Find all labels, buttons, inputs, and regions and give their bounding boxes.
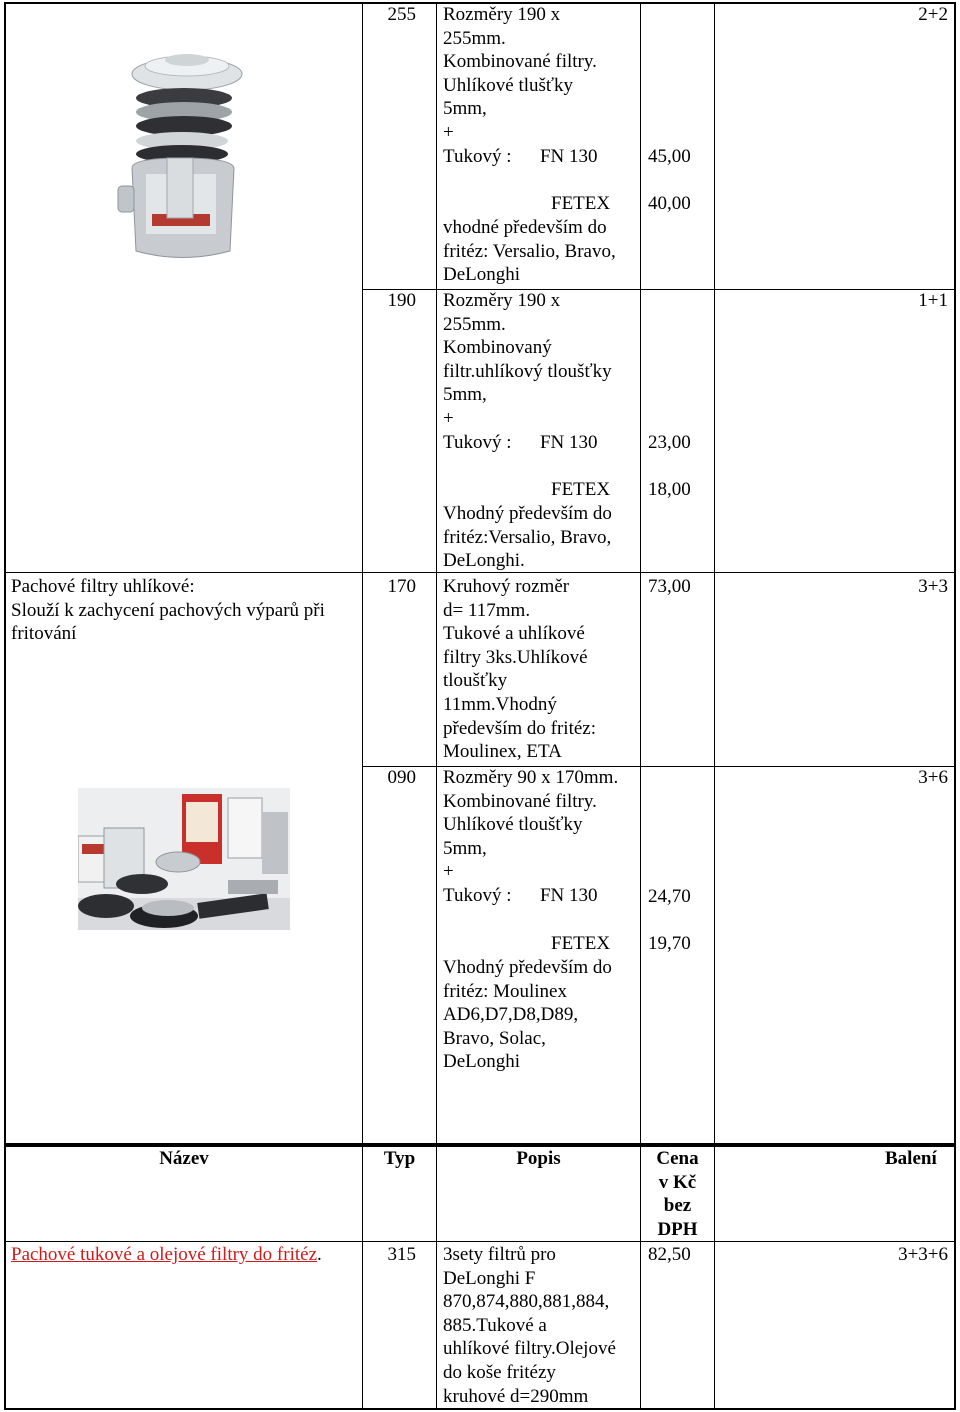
row-255-fetex-price: 40,00 — [648, 193, 691, 214]
lower-col-divider — [436, 1145, 437, 1410]
row-090-fetex-label: FETEX — [551, 933, 611, 954]
lower-table-border-bottom — [4, 1408, 956, 1410]
table-border-left — [4, 2, 6, 1145]
row-315-description: 3sety filtrů pro DeLonghi F 870,874,880,881,884, 885.Tukové a uhlíkové filtry.Olejové do koše fritézy kruhové d=290mm — [443, 1244, 616, 1407]
lower-table-border-right — [954, 1145, 956, 1410]
row-190-price: 23,00 — [648, 432, 691, 453]
row-090-type: 090 — [387, 767, 416, 788]
row-090-price: 24,70 — [648, 886, 691, 907]
row-190-fetex-label: FETEX — [551, 479, 611, 500]
header-pack-label: Balení — [885, 1148, 937, 1169]
group-name: Pachové filtry uhlíkové: Slouží k zachycení pachových výparů při fritování — [11, 576, 325, 645]
lower-col-divider — [714, 1145, 715, 1410]
col-divider-type — [436, 2, 437, 1145]
header-type: Typ — [383, 1148, 416, 1169]
row-255-type: 255 — [387, 4, 416, 25]
col-divider-price — [714, 2, 715, 1145]
header-description: Popis — [516, 1148, 561, 1169]
col-divider-name — [362, 2, 363, 1145]
row-315-type: 315 — [387, 1244, 416, 1265]
header-separator — [6, 1241, 956, 1242]
row-190-pack: 1+1 — [918, 290, 948, 311]
row-190-fetex-description: Vhodný především do fritéz:Versalio, Bravo, DeLonghi. — [443, 503, 612, 572]
lower-col-divider — [362, 1145, 363, 1410]
header-name: Název — [159, 1148, 209, 1169]
row-255-price: 45,00 — [648, 146, 691, 167]
lower-table-border-left — [4, 1145, 6, 1410]
row-090-fetex-description: Vhodný především do fritéz: Moulinex AD6,D7,D8,D89, Bravo, Solac, DeLonghi — [443, 957, 612, 1073]
product-name-link[interactable]: Pachové tukové a olejové filtry do fritéz — [11, 1244, 318, 1265]
row-170-price: 73,00 — [648, 576, 691, 597]
col-divider-desc — [640, 2, 641, 1145]
row-315-pack: 3+3+6 — [898, 1244, 948, 1265]
row-190-fetex-price: 18,00 — [648, 479, 691, 500]
header-price: Cena v Kč bez DPH — [656, 1148, 699, 1240]
row-170-type: 170 — [387, 576, 416, 597]
row-090-pack: 3+6 — [918, 767, 948, 788]
row-090-description: Rozměry 90 x 170mm. Kombinované filtry. Uhlíkové tloušťky 5mm, + Tukový : FN 130 — [443, 767, 619, 906]
row-190-description: Rozměry 190 x 255mm. Kombinovaný filtr.uhlíkový tloušťky 5mm, + Tukový : FN 130 — [443, 290, 612, 453]
product-name-suffix: . — [317, 1244, 322, 1265]
table-border-right — [954, 2, 956, 1145]
row-090-fetex-price: 19,70 — [648, 933, 691, 954]
row-255-pack: 2+2 — [918, 4, 948, 25]
row-170-pack: 3+3 — [918, 576, 948, 597]
row-255-description: Rozměry 190 x 255mm. Kombinované filtry. Uhlíkové tlušťky 5mm, + Tukový : FN 130 — [443, 4, 598, 167]
row-255-fetex-label: FETEX — [551, 193, 611, 214]
row-315-price: 82,50 — [648, 1244, 691, 1265]
fryer-with-filters-photo — [112, 46, 252, 268]
row-170-description: Kruhový rozměr d= 117mm. Tukové a uhlíkové filtry 3ks.Uhlíkové tloušťky 11mm.Vhodný především do fritéz: Moulinex, ETA — [443, 576, 597, 763]
filter-product-packages-photo — [78, 788, 290, 930]
row-190-type: 190 — [387, 290, 416, 311]
row-255-fetex-description: vhodné především do fritéz: Versalio, Bravo, DeLonghi — [443, 217, 616, 286]
product-name-row — [11, 1243, 322, 1267]
